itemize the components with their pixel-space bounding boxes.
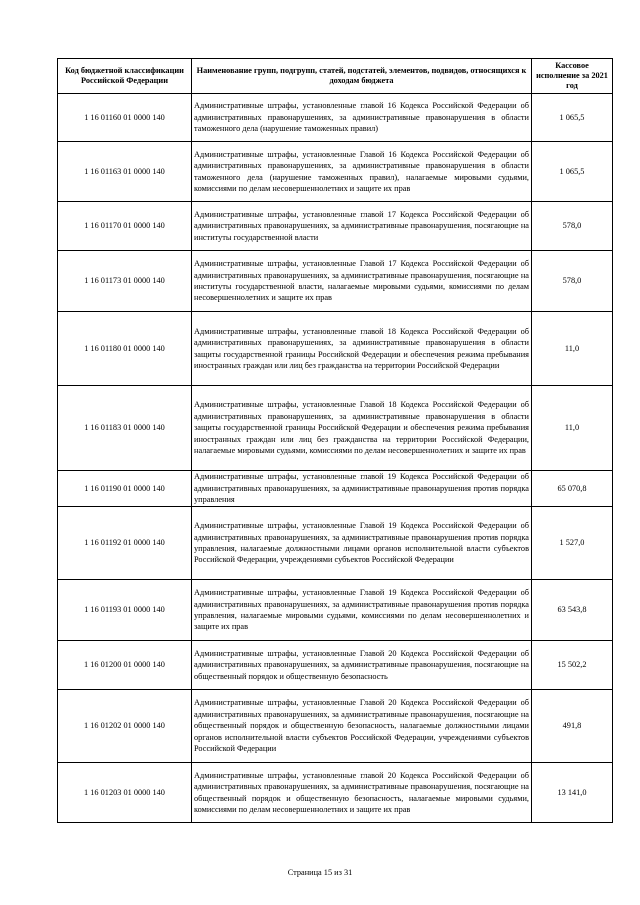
table-header-row bbox=[58, 59, 613, 94]
row-code: 1 16 01203 01 0000 140 bbox=[58, 763, 192, 823]
table-row bbox=[58, 763, 613, 823]
row-name: Административные штрафы, установленные Главой 19 Кодекса Российской Федерации об административных правонарушениях, за административные правонарушения против порядка управления, налагаемые мировыми судьями, комиссиями по делам несовершеннолетних и защите их прав bbox=[192, 580, 532, 641]
row-amount: 11,0 bbox=[532, 386, 613, 471]
row-code: 1 16 01193 01 0000 140 bbox=[58, 580, 192, 641]
header-code: Код бюджетной классификации Российской Федерации bbox=[58, 59, 192, 94]
row-amount: 65 070,8 bbox=[532, 471, 613, 507]
row-name: Административные штрафы, установленные главой 16 Кодекса Российской Федерации об административных правонарушениях, за административные правонарушения в области таможенного дела (нарушение таможенных правил) bbox=[192, 94, 532, 142]
row-code: 1 16 01202 01 0000 140 bbox=[58, 690, 192, 763]
row-code: 1 16 01190 01 0000 140 bbox=[58, 471, 192, 507]
row-code: 1 16 01163 01 0000 140 bbox=[58, 142, 192, 202]
row-name: Административные штрафы, установленные Главой 17 Кодекса Российской Федерации об административных правонарушениях, за административные правонарушения, посягающие на институты государственной власти, налагаемые мировыми судьями, комиссиями по делам несовершеннолетних и защите их прав bbox=[192, 251, 532, 312]
header-name: Наименование групп, подгрупп, статей, подстатей, элементов, подвидов, относящихся к доходам бюджета bbox=[192, 59, 532, 94]
row-name: Административные штрафы, установленные Главой 16 Кодекса Российской Федерации об административных правонарушениях, за административные правонарушения в области таможенного дела (нарушение таможенных правил), налагаемые мировыми судьями, комиссиями по делам несовершеннолетних и защите их прав bbox=[192, 142, 532, 202]
table-row bbox=[58, 312, 613, 386]
row-amount: 1 065,5 bbox=[532, 142, 613, 202]
table-row bbox=[58, 580, 613, 641]
row-amount: 1 527,0 bbox=[532, 507, 613, 580]
row-name: Административные штрафы, установленные главой 18 Кодекса Российской Федерации об административных правонарушениях, за административные правонарушения в области защиты государственной границы Российской Федерации и обеспечения режима пребывания иностранных граждан или лиц без гражданства на территории Российской Федерации bbox=[192, 312, 532, 386]
table-row bbox=[58, 94, 613, 142]
row-name: Административные штрафы, установленные Главой 20 Кодекса Российской Федерации об административных правонарушениях, за административные правонарушения, посягающие на общественный порядок и общественную безопасность, налагаемые должностными лицами органов исполнительной власти субъектов Российской Федерации, учреждениями субъектов Российской Федерации bbox=[192, 690, 532, 763]
row-amount: 491,8 bbox=[532, 690, 613, 763]
row-code: 1 16 01200 01 0000 140 bbox=[58, 641, 192, 690]
table-row bbox=[58, 386, 613, 471]
row-code: 1 16 01180 01 0000 140 bbox=[58, 312, 192, 386]
header-amount: Кассовое исполнение за 2021 год bbox=[532, 59, 613, 94]
table-row bbox=[58, 202, 613, 251]
row-code: 1 16 01170 01 0000 140 bbox=[58, 202, 192, 251]
row-amount: 578,0 bbox=[532, 251, 613, 312]
row-code: 1 16 01160 01 0000 140 bbox=[58, 94, 192, 142]
row-code: 1 16 01183 01 0000 140 bbox=[58, 386, 192, 471]
row-code: 1 16 01173 01 0000 140 bbox=[58, 251, 192, 312]
table-row bbox=[58, 690, 613, 763]
row-name: Административные штрафы, установленные главой 19 Кодекса Российской Федерации об административных правонарушениях, за административные правонарушения против порядка управления bbox=[192, 471, 532, 507]
row-amount: 13 141,0 bbox=[532, 763, 613, 823]
row-name: Административные штрафы, установленные Главой 19 Кодекса Российской Федерации об административных правонарушениях, за административные правонарушения против порядка управления, налагаемые должностными лицами органов исполнительной власти субъектов Российской Федерации, учреждениями субъектов Российской Федерации bbox=[192, 507, 532, 580]
budget-table bbox=[57, 58, 613, 823]
row-name: Административные штрафы, установленные главой 20 Кодекса Российской Федерации об административных правонарушениях, за административные правонарушения, посягающие на общественный порядок и общественную безопасность, налагаемые мировыми судьями, комиссиями по делам несовершеннолетних и защите их прав bbox=[192, 763, 532, 823]
row-amount: 63 543,8 bbox=[532, 580, 613, 641]
table-row bbox=[58, 507, 613, 580]
row-name: Административные штрафы, установленные Главой 18 Кодекса Российской Федерации об административных правонарушениях, за административные правонарушения в области защиты государственной границы Российской Федерации и обеспечения режима пребывания иностранных граждан или лиц без гражданства на территории Российской Федерации, налагаемые мировыми судьями, комиссиями по делам несовершеннолетних и защите их прав bbox=[192, 386, 532, 471]
row-amount: 578,0 bbox=[532, 202, 613, 251]
row-amount: 1 065,5 bbox=[532, 94, 613, 142]
table-row bbox=[58, 641, 613, 690]
row-amount: 11,0 bbox=[532, 312, 613, 386]
table-row bbox=[58, 251, 613, 312]
row-code: 1 16 01192 01 0000 140 bbox=[58, 507, 192, 580]
table-row bbox=[58, 471, 613, 507]
row-name: Административные штрафы, установленные Главой 20 Кодекса Российской Федерации об административных правонарушениях, за административные правонарушения, посягающие на общественный порядок и общественную безопасность bbox=[192, 641, 532, 690]
row-name: Административные штрафы, установленные главой 17 Кодекса Российской Федерации об административных правонарушениях, за административные правонарушения, посягающие на институты государственной власти bbox=[192, 202, 532, 251]
row-amount: 15 502,2 bbox=[532, 641, 613, 690]
page-number: Страница 15 из 31 bbox=[287, 868, 353, 877]
table-row bbox=[58, 142, 613, 202]
